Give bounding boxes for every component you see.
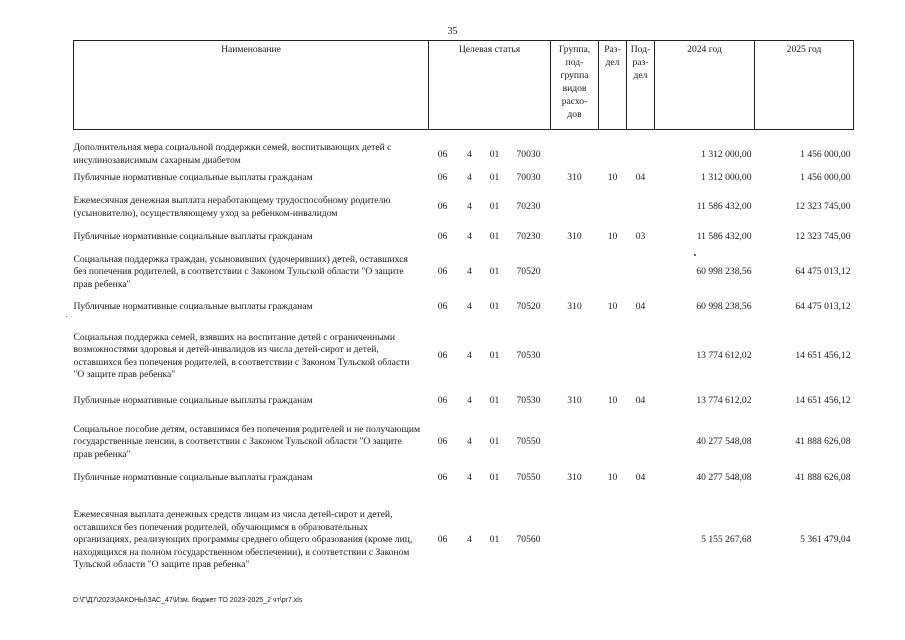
header-year-2025: 2025 год <box>755 41 854 130</box>
amount-2024: 1 312 000,00 <box>701 148 752 160</box>
subsection-code <box>627 494 655 584</box>
subsection-code <box>627 248 655 292</box>
target-part-1: 06 <box>437 201 448 213</box>
target-part-2: 4 <box>467 148 472 160</box>
amount-2025: 1 456 000,00 <box>800 148 851 160</box>
file-path-footer: D:\Г\Д7\2023\ЗАКОНЫ\ЗАС_47\Изм. бюджет ТО 2023-2025_2 чт\pr7.xls <box>73 597 303 604</box>
target-part-4: 70520 <box>516 301 541 313</box>
expense-group <box>551 494 599 584</box>
target-part-3: 01 <box>489 266 500 278</box>
amount-2024: 1 312 000,00 <box>701 172 752 184</box>
amount-2025: 14 651 456,12 <box>795 350 851 362</box>
amount-2024: 60 998 238,56 <box>696 266 752 278</box>
table-row <box>74 386 854 418</box>
target-part-3: 01 <box>489 534 500 546</box>
expense-group <box>551 324 599 386</box>
budget-table <box>73 40 854 584</box>
target-part-4: 70530 <box>516 395 541 407</box>
section-code <box>599 324 627 386</box>
subsection-code <box>627 130 655 170</box>
target-part-2: 4 <box>467 301 472 313</box>
subsection-code <box>627 418 655 464</box>
target-part-4: 70550 <box>516 472 541 484</box>
page-number: 35 <box>447 26 458 37</box>
target-part-2: 4 <box>467 231 472 243</box>
row-name: Социальное пособие детям, оставшимся без попечения родителей и не получающим государственные пенсии, в соответствии с Законом Тульской области "О защите прав ребенка" <box>73 423 421 460</box>
target-part-4: 70030 <box>516 172 541 184</box>
table-row <box>74 170 854 188</box>
target-part-4: 70550 <box>516 436 541 448</box>
expense-group <box>551 188 599 228</box>
row-name: Ежемесячная выплата денежных средств лицам из числа детей-сирот и детей, оставшихся без попечения родителей, обучающимся в образовательных организациях, реализующих программы среднего общего образования (кроме лиц, находящихся на полном государственном обеспечении), в соответствии с Законом Тульской области "О защите прав ребенка" <box>73 509 413 571</box>
subsection-code <box>627 188 655 228</box>
target-part-3: 01 <box>489 148 500 160</box>
subsection-code: 03 <box>635 231 646 243</box>
amount-2025: 14 651 456,12 <box>795 395 851 407</box>
amount-2025: 41 888 626,08 <box>795 436 851 448</box>
row-name: Публичные нормативные социальные выплаты гражданам <box>73 472 313 484</box>
subsection-code: 04 <box>635 172 646 184</box>
target-part-1: 06 <box>437 301 448 313</box>
target-part-2: 4 <box>467 201 472 213</box>
row-name: Публичные нормативные социальные выплаты гражданам <box>73 301 313 313</box>
table-row <box>74 494 854 584</box>
amount-2025: 1 456 000,00 <box>800 172 851 184</box>
target-part-3: 01 <box>489 172 500 184</box>
section-code: 10 <box>607 395 618 407</box>
scan-speck <box>66 316 67 317</box>
scan-speck <box>694 254 696 256</box>
table-row <box>74 324 854 386</box>
header-section: Раз- дел <box>599 41 627 130</box>
target-part-1: 06 <box>437 472 448 484</box>
target-part-2: 4 <box>467 472 472 484</box>
section-code: 10 <box>607 172 618 184</box>
expense-group <box>551 418 599 464</box>
section-code <box>599 130 627 170</box>
header-year-2024: 2024 год <box>655 41 755 130</box>
header-subsection: Под- раз- дел <box>627 41 655 130</box>
expense-group <box>551 130 599 170</box>
table-row <box>74 248 854 292</box>
table-header <box>74 41 854 130</box>
amount-2024: 5 155 267,68 <box>701 534 752 546</box>
target-part-3: 01 <box>489 231 500 243</box>
subsection-code: 04 <box>635 301 646 313</box>
table-row <box>74 228 854 248</box>
amount-2024: 13 774 612,02 <box>696 350 752 362</box>
row-name: Социальная поддержка граждан, усыновивших (удочеривших) детей, оставшихся без попечения родителей, в соответствии с Законом Тульской области "О защите прав ребенка" <box>73 253 408 290</box>
target-part-3: 01 <box>489 472 500 484</box>
target-part-1: 06 <box>437 172 448 184</box>
target-part-4: 70230 <box>516 231 541 243</box>
amount-2024: 60 998 238,56 <box>696 301 752 313</box>
expense-group: 310 <box>567 472 582 484</box>
target-part-4: 70560 <box>516 534 541 546</box>
section-code: 10 <box>607 472 618 484</box>
amount-2025: 5 361 479,04 <box>800 534 851 546</box>
expense-group: 310 <box>567 395 582 407</box>
header-expense-group: Группа, под- группа видов расхо- дов <box>551 41 599 130</box>
table-row <box>74 188 854 228</box>
table-row <box>74 464 854 494</box>
amount-2024: 40 277 548,08 <box>696 436 752 448</box>
amount-2024: 11 586 432,00 <box>696 201 752 213</box>
amount-2025: 12 323 745,00 <box>795 231 851 243</box>
section-code: 10 <box>607 231 618 243</box>
subsection-code <box>627 324 655 386</box>
table-row <box>74 418 854 464</box>
target-part-1: 06 <box>437 266 448 278</box>
target-part-1: 06 <box>437 534 448 546</box>
expense-group: 310 <box>567 231 582 243</box>
target-part-2: 4 <box>467 350 472 362</box>
amount-2025: 41 888 626,08 <box>795 472 851 484</box>
target-part-2: 4 <box>467 534 472 546</box>
target-part-3: 01 <box>489 436 500 448</box>
target-part-3: 01 <box>489 350 500 362</box>
row-name: Ежемесячная денежная выплата неработающему трудоспособному родителю (усыновителю), осуществляющему уход за ребенком-инвалидом <box>73 195 391 219</box>
expense-group <box>551 248 599 292</box>
amount-2025: 64 475 013,12 <box>795 301 851 313</box>
header-target-article: Целевая статья <box>429 41 551 130</box>
target-part-1: 06 <box>437 148 448 160</box>
section-code <box>599 188 627 228</box>
section-code <box>599 418 627 464</box>
target-part-1: 06 <box>437 395 448 407</box>
row-name: Публичные нормативные социальные выплаты гражданам <box>73 172 313 184</box>
amount-2025: 12 323 745,00 <box>795 201 851 213</box>
target-part-3: 01 <box>489 201 500 213</box>
row-name: Публичные нормативные социальные выплаты гражданам <box>73 231 313 243</box>
target-part-2: 4 <box>467 266 472 278</box>
expense-group: 310 <box>567 301 582 313</box>
amount-2024: 40 277 548,08 <box>696 472 752 484</box>
table-body <box>74 130 854 584</box>
target-part-2: 4 <box>467 172 472 184</box>
row-name: Дополнительная мера социальной поддержки семей, воспитывающих детей с инсулинозависимым сахарным диабетом <box>73 142 392 166</box>
row-name: Публичные нормативные социальные выплаты гражданам <box>73 395 313 407</box>
target-part-1: 06 <box>437 350 448 362</box>
target-part-2: 4 <box>467 395 472 407</box>
expense-group: 310 <box>567 172 582 184</box>
table-row <box>74 130 854 170</box>
target-part-1: 06 <box>437 436 448 448</box>
target-part-3: 01 <box>489 395 500 407</box>
subsection-code: 04 <box>635 472 646 484</box>
target-part-4: 70520 <box>516 266 541 278</box>
amount-2024: 13 774 612,02 <box>696 395 752 407</box>
target-part-4: 70030 <box>516 148 541 160</box>
section-code <box>599 248 627 292</box>
header-name: Наименование <box>74 41 429 130</box>
row-name: Социальная поддержка семей, взявших на воспитание детей с ограниченными возможностями здоровья и детей-инвалидов из числа детей-сирот и детей, оставшихся без попечения родителей, в соответствии с Законом Тульской области "О защите прав ребенка" <box>73 331 410 380</box>
section-code: 10 <box>607 301 618 313</box>
target-part-4: 70530 <box>516 350 541 362</box>
target-part-1: 06 <box>437 231 448 243</box>
amount-2025: 64 475 013,12 <box>795 266 851 278</box>
subsection-code: 04 <box>635 395 646 407</box>
target-part-3: 01 <box>489 301 500 313</box>
amount-2024: 11 586 432,00 <box>696 231 752 243</box>
target-part-4: 70230 <box>516 201 541 213</box>
section-code <box>599 494 627 584</box>
table-row <box>74 292 854 324</box>
target-part-2: 4 <box>467 436 472 448</box>
